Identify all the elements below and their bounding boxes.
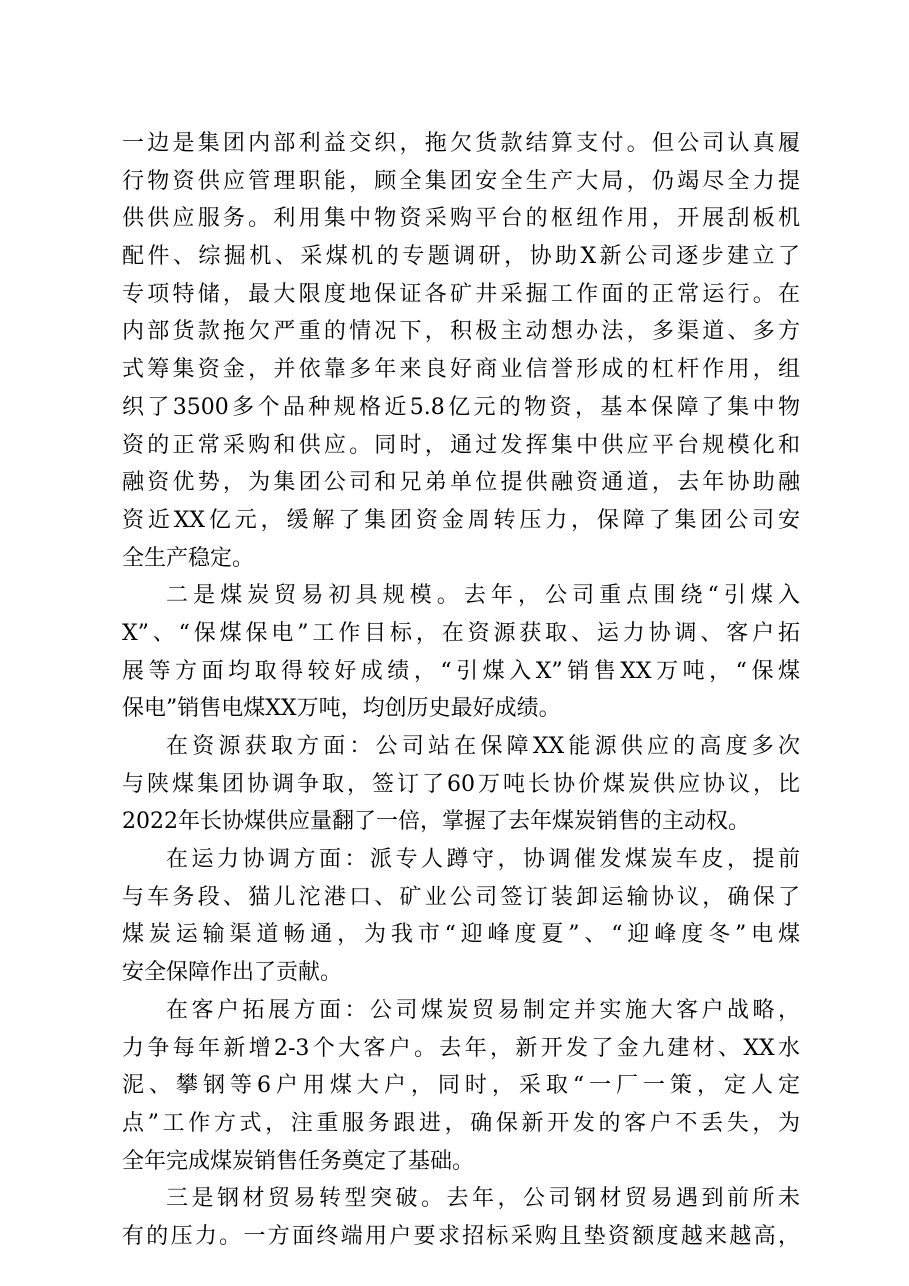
text-line: 力争每年新增2-3个大客户。去年，新开发了金九建材、XX水 [122, 1035, 800, 1061]
text-line: 供供应服务。利用集中物资采购平台的枢纽作用，开展刮板机 [122, 206, 800, 232]
text-line: X”、“保煤保电”工作目标，在资源获取、运力协调、客户拓 [122, 620, 800, 646]
text-line: 行物资供应管理职能，顾全集团安全生产大局，仍竭尽全力提 [122, 168, 800, 194]
text-line: 煤炭运输渠道畅通，为我市“迎峰度夏”、“迎峰度冬”电煤 [122, 922, 800, 948]
paragraph-end-line: 安全保障作出了贡献。 [122, 960, 343, 986]
text-line: 展等方面均取得较好成绩，“引煤入X”销售XX万吨，“保煤 [122, 658, 800, 684]
paragraph-end-line: 全年完成煤炭销售任务奠定了基础。 [122, 1148, 475, 1174]
text-line: 一边是集团内部利益交织，拖欠货款结算支付。但公司认真履 [122, 131, 800, 156]
text-line: 配件、综掘机、采煤机的专题调研，协助X新公司逐步建立了 [122, 244, 800, 270]
paragraph-start-line: 在客户拓展方面：公司煤炭贸易制定并实施大客户战略， [166, 997, 800, 1023]
text-line: 与陕煤集团协调争取，签订了60万吨长协价煤炭供应协议，比 [122, 771, 800, 797]
paragraph-start-line: 在资源获取方面：公司站在保障XX能源供应的高度多次 [166, 734, 800, 759]
text-line: 点”工作方式，注重服务跟进，确保新开发的客户不丢失，为 [122, 1110, 800, 1136]
text-line: 与车务段、猫儿沱港口、矿业公司签订装卸运输协议，确保了 [122, 884, 800, 910]
text-line: 泥、攀钢等6户用煤大户，同时，采取“一厂一策，定人定 [122, 1073, 800, 1099]
text-line: 有的压力。一方面终端用户要求招标采购且垫资额度越来越高， [122, 1223, 800, 1249]
text-line: 专项特储，最大限度地保证各矿井采掘工作面的正常运行。在 [122, 281, 800, 307]
paragraph-end-line: 全生产稳定。 [122, 545, 255, 571]
document-body [122, 125, 800, 1256]
text-line: 内部货款拖欠严重的情况下，积极主动想办法，多渠道、多方 [122, 319, 800, 345]
paragraph-start-line: 在运力协调方面：派专人蹲守，协调催发煤炭车皮，提前 [166, 847, 800, 873]
paragraph-end-line: 保电”销售电煤XX万吨，均创历史最好成绩。 [122, 696, 561, 722]
text-line: 资的正常采购和供应。同时，通过发挥集中供应平台规模化和 [122, 432, 800, 458]
paragraph-end-line: 2022年长协煤供应量翻了一倍，掌握了去年煤炭销售的主动权。 [122, 809, 750, 835]
paragraph-start-line: 二是煤炭贸易初具规模。去年，公司重点围绕“引煤入 [166, 583, 800, 609]
text-line: 式筹集资金，并依靠多年来良好商业信誉形成的杠杆作用，组 [122, 357, 800, 383]
text-line: 织了3500多个品种规格近5.8亿元的物资，基本保障了集中物 [122, 394, 800, 420]
text-line: 融资优势，为集团公司和兄弟单位提供融资通道，去年协助融 [122, 470, 800, 496]
text-line: 资近XX亿元，缓解了集团资金周转压力，保障了集团公司安 [122, 507, 800, 533]
paragraph-start-line: 三是钢材贸易转型突破。去年，公司钢材贸易遇到前所未 [166, 1186, 800, 1212]
